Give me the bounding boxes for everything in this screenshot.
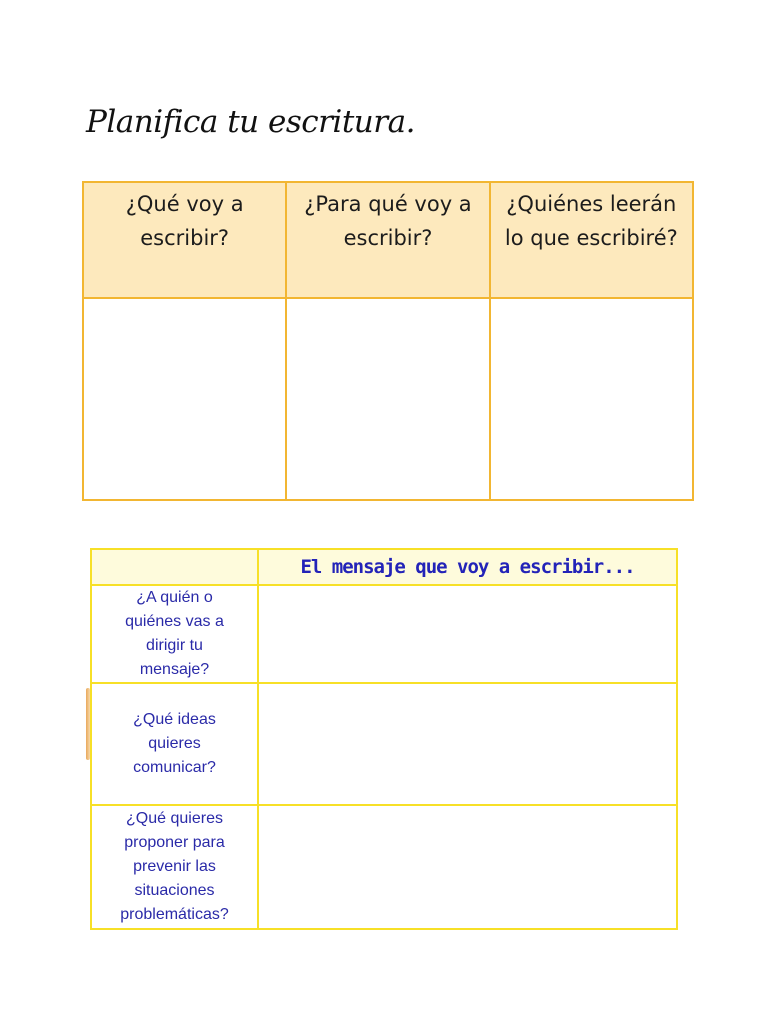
message-row-ideas	[91, 683, 677, 805]
message-row-recipient	[91, 585, 677, 683]
message-header-empty-cell	[91, 549, 258, 585]
planning-header-what	[83, 182, 286, 298]
answer-ideas[interactable]	[258, 683, 677, 805]
message-table-header-row	[91, 549, 677, 585]
question-proposal: ¿Qué quieres proponer para prevenir las situaciones problemáticas?	[91, 805, 258, 929]
planning-answer-why[interactable]	[286, 298, 489, 500]
answer-proposal[interactable]	[258, 805, 677, 929]
planning-table-answer-row	[83, 298, 693, 500]
question-ideas: ¿Qué ideas quieres comunicar?	[91, 683, 258, 805]
planning-header-why	[286, 182, 489, 298]
planning-header-who	[490, 182, 693, 298]
planning-header-why-label: ¿Para qué voy a escribir?	[304, 192, 472, 250]
page-title: Planifica tu escritura.	[86, 104, 415, 140]
planning-table-header-row	[83, 182, 693, 298]
question-recipient: ¿A quién o quiénes vas a dirigir tu mensaje?	[91, 585, 258, 683]
planning-answer-what[interactable]	[83, 298, 286, 500]
planning-header-who-label: ¿Quiénes leerán lo que escribiré?	[504, 192, 678, 250]
planning-table	[82, 181, 694, 501]
answer-recipient[interactable]	[258, 585, 677, 683]
planning-header-what-label: ¿Qué voy a escribir?	[125, 192, 244, 250]
planning-answer-who[interactable]	[490, 298, 693, 500]
message-table	[90, 548, 678, 930]
message-header: El mensaje que voy a escribir...	[258, 549, 677, 585]
message-row-proposal	[91, 805, 677, 929]
